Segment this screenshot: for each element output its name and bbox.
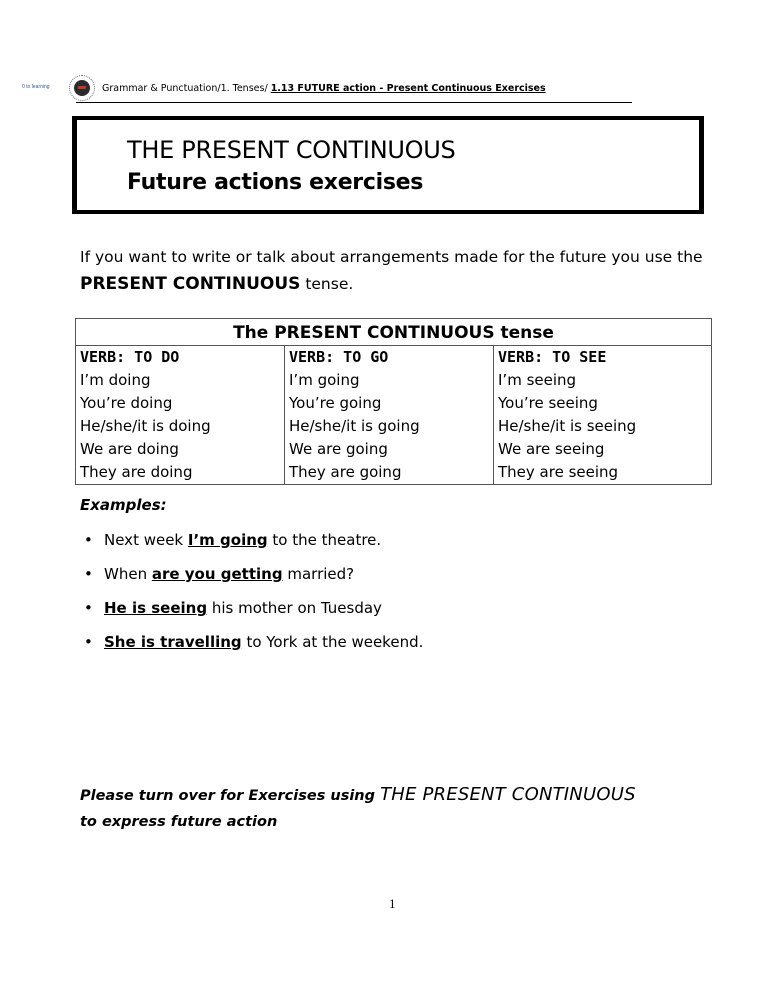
- example-before: When: [104, 565, 148, 583]
- footer-text-before: Please turn over for Exercises using: [80, 788, 375, 804]
- footer-text-after: to express future action: [80, 814, 278, 830]
- bullet-icon: •: [84, 599, 93, 617]
- example-after: married?: [287, 565, 355, 583]
- bullet-icon: •: [84, 633, 93, 651]
- list-item: [80, 564, 423, 598]
- table-cell: I’m going: [285, 369, 494, 392]
- breadcrumb-current: 1.13 FUTURE action - Present Continuous Exercises: [270, 83, 546, 94]
- table-cell: They are doing: [76, 461, 285, 485]
- table-cell: He/she/it is going: [285, 415, 494, 438]
- footer-note: [80, 782, 720, 835]
- tense-table: [75, 318, 712, 485]
- column-header: VERB: TO GO: [285, 346, 494, 370]
- example-highlight: I’m going: [187, 531, 268, 549]
- example-highlight: She is travelling: [104, 633, 242, 651]
- bullet-icon: •: [84, 565, 93, 583]
- example-before: Next week: [104, 531, 184, 549]
- example-after: to the theatre.: [272, 531, 382, 549]
- intro-highlight: PRESENT CONTINUOUS: [80, 274, 301, 294]
- intro-text-before: If you want to write or talk about arrangements made for the future you use the: [80, 248, 703, 266]
- example-after: his mother on Tuesday: [211, 599, 382, 617]
- table-caption: The PRESENT CONTINUOUS tense: [76, 319, 712, 346]
- table-cell: We are going: [285, 438, 494, 461]
- column-header: VERB: TO SEE: [494, 346, 712, 370]
- table-cell: We are doing: [76, 438, 285, 461]
- list-item: [80, 530, 423, 564]
- page-number: 1: [389, 896, 396, 911]
- column-header: VERB: TO DO: [76, 346, 285, 370]
- example-after: to York at the weekend.: [246, 633, 424, 651]
- title-box: [72, 116, 704, 214]
- table-cell: You’re doing: [76, 392, 285, 415]
- page-header: [22, 78, 632, 100]
- list-item: [80, 598, 423, 632]
- logo-icon: [74, 80, 90, 96]
- table-cell: I’m doing: [76, 369, 285, 392]
- logo: [22, 78, 102, 100]
- logo-text: 0 to learning: [22, 84, 50, 90]
- header-rule: [76, 102, 632, 103]
- table-cell: They are going: [285, 461, 494, 485]
- examples-list: [80, 530, 423, 666]
- bullet-icon: •: [84, 531, 93, 549]
- breadcrumb: [102, 83, 546, 94]
- table-cell: We are seeing: [494, 438, 712, 461]
- breadcrumb-path: Grammar & Punctuation/1. Tenses/: [102, 83, 268, 94]
- table-cell: You’re going: [285, 392, 494, 415]
- table-cell: I’m seeing: [494, 369, 712, 392]
- page-subtitle: Future actions exercises: [127, 170, 424, 195]
- table-cell: They are seeing: [494, 461, 712, 485]
- intro-paragraph: [80, 244, 720, 298]
- example-highlight: are you getting: [151, 565, 283, 583]
- examples-heading: Examples:: [80, 496, 167, 514]
- page-title: THE PRESENT CONTINUOUS: [127, 136, 456, 164]
- intro-text-after: tense.: [305, 275, 354, 293]
- table-cell: You’re seeing: [494, 392, 712, 415]
- list-item: [80, 632, 423, 666]
- table-cell: He/she/it is doing: [76, 415, 285, 438]
- example-highlight: He is seeing: [104, 599, 208, 617]
- table-cell: He/she/it is seeing: [494, 415, 712, 438]
- footer-highlight: THE PRESENT CONTINUOUS: [380, 784, 636, 805]
